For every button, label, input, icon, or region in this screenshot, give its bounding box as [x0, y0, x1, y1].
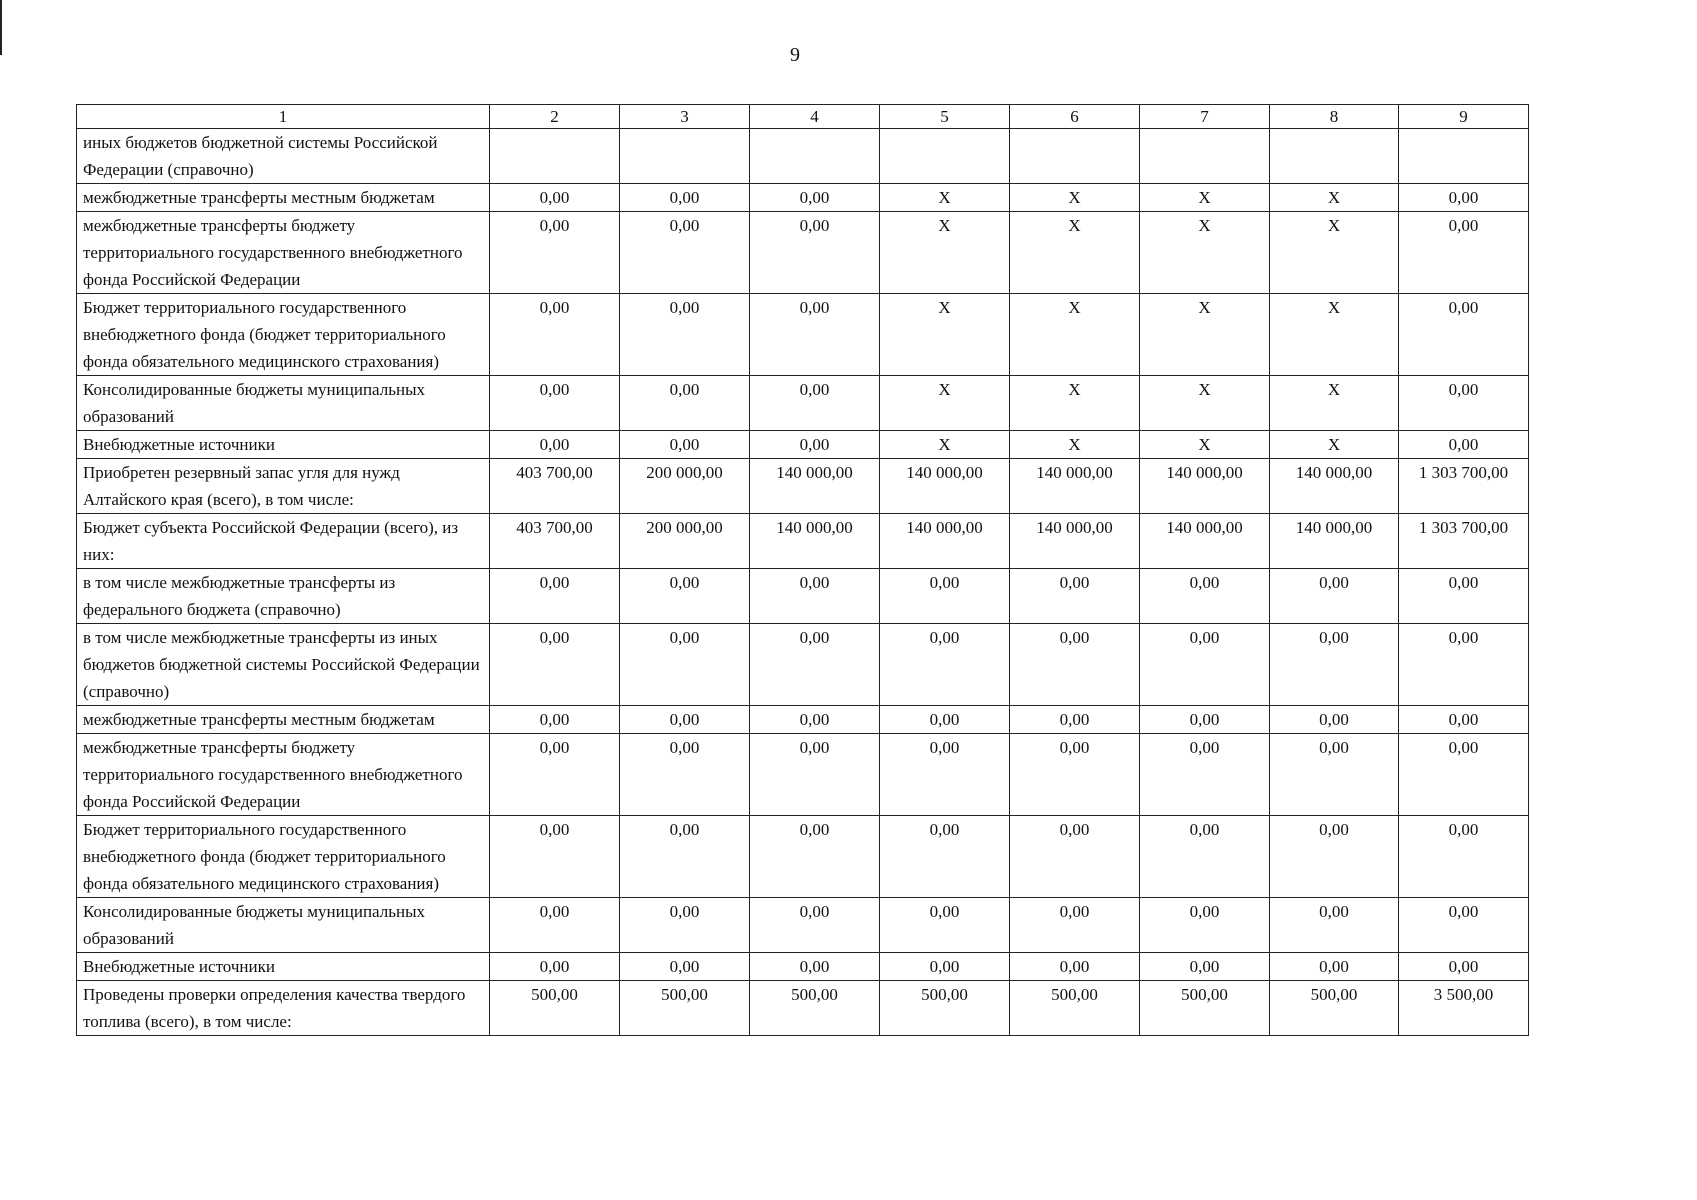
- value-cell: 0,00: [1010, 898, 1140, 953]
- table-row: [77, 294, 1529, 376]
- value-cell: X: [1270, 294, 1399, 376]
- table-row: [77, 706, 1529, 734]
- value-cell: [1140, 129, 1270, 184]
- value-cell: 0,00: [490, 212, 620, 294]
- value-cell: 0,00: [620, 294, 750, 376]
- column-header: 4: [750, 105, 880, 129]
- value-cell: 0,00: [490, 431, 620, 459]
- value-cell: 200 000,00: [620, 459, 750, 514]
- value-cell: 0,00: [490, 184, 620, 212]
- table-row: [77, 212, 1529, 294]
- table-body: [77, 129, 1529, 1036]
- page-number: 9: [790, 44, 800, 66]
- value-cell: 0,00: [1270, 624, 1399, 706]
- value-cell: 0,00: [620, 376, 750, 431]
- value-cell: X: [880, 431, 1010, 459]
- value-cell: 0,00: [1010, 816, 1140, 898]
- table-row: [77, 184, 1529, 212]
- value-cell: 0,00: [620, 212, 750, 294]
- value-cell: 0,00: [1399, 212, 1529, 294]
- value-cell: 0,00: [1270, 706, 1399, 734]
- value-cell: 0,00: [750, 431, 880, 459]
- value-cell: 140 000,00: [1140, 459, 1270, 514]
- value-cell: [620, 129, 750, 184]
- value-cell: X: [1270, 184, 1399, 212]
- value-cell: 500,00: [880, 981, 1010, 1036]
- value-cell: X: [1010, 212, 1140, 294]
- value-cell: 0,00: [490, 816, 620, 898]
- row-label-cell: межбюджетные трансферты местным бюджетам: [77, 184, 490, 212]
- column-header: 3: [620, 105, 750, 129]
- value-cell: [490, 129, 620, 184]
- value-cell: 0,00: [1010, 706, 1140, 734]
- value-cell: X: [1140, 376, 1270, 431]
- value-cell: X: [1270, 431, 1399, 459]
- value-cell: 0,00: [620, 184, 750, 212]
- value-cell: 0,00: [620, 734, 750, 816]
- value-cell: 0,00: [1270, 569, 1399, 624]
- value-cell: 0,00: [750, 953, 880, 981]
- row-label-cell: иных бюджетов бюджетной системы Российской Федерации (справочно): [77, 129, 490, 184]
- value-cell: X: [880, 184, 1010, 212]
- row-label-cell: в том числе межбюджетные трансферты из иных бюджетов бюджетной системы Российской Федерации (справочно): [77, 624, 490, 706]
- value-cell: 0,00: [1140, 624, 1270, 706]
- value-cell: 0,00: [1399, 376, 1529, 431]
- value-cell: 500,00: [620, 981, 750, 1036]
- value-cell: [1399, 129, 1529, 184]
- value-cell: 140 000,00: [750, 514, 880, 569]
- value-cell: 0,00: [750, 624, 880, 706]
- value-cell: 0,00: [1399, 569, 1529, 624]
- value-cell: 200 000,00: [620, 514, 750, 569]
- value-cell: 500,00: [1270, 981, 1399, 1036]
- table-row: [77, 624, 1529, 706]
- value-cell: 0,00: [880, 734, 1010, 816]
- value-cell: 140 000,00: [1270, 459, 1399, 514]
- column-header: 9: [1399, 105, 1529, 129]
- value-cell: 0,00: [490, 734, 620, 816]
- value-cell: X: [880, 212, 1010, 294]
- value-cell: 0,00: [750, 569, 880, 624]
- value-cell: 0,00: [490, 294, 620, 376]
- value-cell: [880, 129, 1010, 184]
- value-cell: 0,00: [1140, 569, 1270, 624]
- value-cell: 0,00: [620, 816, 750, 898]
- table-row: [77, 569, 1529, 624]
- value-cell: 1 303 700,00: [1399, 459, 1529, 514]
- value-cell: 500,00: [490, 981, 620, 1036]
- value-cell: 0,00: [490, 953, 620, 981]
- value-cell: 0,00: [1010, 734, 1140, 816]
- value-cell: 0,00: [1399, 706, 1529, 734]
- value-cell: 1 303 700,00: [1399, 514, 1529, 569]
- value-cell: 0,00: [880, 706, 1010, 734]
- value-cell: 0,00: [750, 706, 880, 734]
- value-cell: 140 000,00: [1270, 514, 1399, 569]
- row-label-cell: Консолидированные бюджеты муниципальных образований: [77, 898, 490, 953]
- value-cell: 500,00: [1010, 981, 1140, 1036]
- table-row: [77, 816, 1529, 898]
- value-cell: 0,00: [1140, 734, 1270, 816]
- value-cell: 0,00: [750, 184, 880, 212]
- row-label-cell: Приобретен резервный запас угля для нужд Алтайского края (всего), в том числе:: [77, 459, 490, 514]
- row-label-cell: Консолидированные бюджеты муниципальных образований: [77, 376, 490, 431]
- value-cell: 403 700,00: [490, 514, 620, 569]
- value-cell: 0,00: [880, 953, 1010, 981]
- value-cell: 0,00: [1140, 898, 1270, 953]
- value-cell: 0,00: [620, 898, 750, 953]
- budget-table: [76, 104, 1529, 1036]
- table-row: [77, 981, 1529, 1036]
- value-cell: 0,00: [1270, 816, 1399, 898]
- column-header: 8: [1270, 105, 1399, 129]
- table-row: [77, 431, 1529, 459]
- value-cell: 0,00: [1270, 953, 1399, 981]
- value-cell: [1010, 129, 1140, 184]
- column-header: 2: [490, 105, 620, 129]
- value-cell: X: [880, 294, 1010, 376]
- row-label-cell: межбюджетные трансферты бюджету территориального государственного внебюджетного фонда Российской Федерации: [77, 212, 490, 294]
- value-cell: X: [1140, 431, 1270, 459]
- value-cell: 140 000,00: [750, 459, 880, 514]
- value-cell: 140 000,00: [1010, 514, 1140, 569]
- row-label-cell: Бюджет территориального государственного внебюджетного фонда (бюджет территориального фонда обязательного медицинского страхования): [77, 294, 490, 376]
- row-label-cell: Проведены проверки определения качества твердого топлива (всего), в том числе:: [77, 981, 490, 1036]
- value-cell: 0,00: [1399, 294, 1529, 376]
- value-cell: X: [1010, 431, 1140, 459]
- value-cell: 0,00: [1010, 953, 1140, 981]
- value-cell: 140 000,00: [880, 459, 1010, 514]
- value-cell: 0,00: [1140, 816, 1270, 898]
- value-cell: X: [1010, 376, 1140, 431]
- value-cell: X: [1140, 184, 1270, 212]
- table-row: [77, 459, 1529, 514]
- value-cell: 0,00: [750, 816, 880, 898]
- row-label-cell: Бюджет территориального государственного внебюджетного фонда (бюджет территориального фонда обязательного медицинского страхования): [77, 816, 490, 898]
- value-cell: 0,00: [1399, 953, 1529, 981]
- value-cell: 0,00: [1399, 816, 1529, 898]
- value-cell: 403 700,00: [490, 459, 620, 514]
- value-cell: 0,00: [750, 734, 880, 816]
- value-cell: 0,00: [1270, 898, 1399, 953]
- value-cell: 0,00: [750, 212, 880, 294]
- value-cell: 0,00: [490, 624, 620, 706]
- value-cell: 0,00: [620, 624, 750, 706]
- value-cell: 0,00: [620, 953, 750, 981]
- value-cell: 0,00: [880, 898, 1010, 953]
- value-cell: 0,00: [490, 898, 620, 953]
- value-cell: 0,00: [750, 294, 880, 376]
- value-cell: 0,00: [1270, 734, 1399, 816]
- value-cell: 0,00: [1399, 184, 1529, 212]
- value-cell: 0,00: [620, 569, 750, 624]
- value-cell: X: [1010, 294, 1140, 376]
- value-cell: 0,00: [1399, 898, 1529, 953]
- table-row: [77, 514, 1529, 569]
- value-cell: X: [1140, 294, 1270, 376]
- table-row: [77, 129, 1529, 184]
- column-header: 7: [1140, 105, 1270, 129]
- value-cell: 0,00: [1140, 953, 1270, 981]
- table-row: [77, 734, 1529, 816]
- row-label-cell: Внебюджетные источники: [77, 431, 490, 459]
- value-cell: 500,00: [750, 981, 880, 1036]
- value-cell: X: [880, 376, 1010, 431]
- value-cell: X: [1010, 184, 1140, 212]
- value-cell: X: [1270, 212, 1399, 294]
- table-row: [77, 376, 1529, 431]
- value-cell: 0,00: [1399, 624, 1529, 706]
- column-header: 1: [77, 105, 490, 129]
- row-label-cell: в том числе межбюджетные трансферты из федерального бюджета (справочно): [77, 569, 490, 624]
- value-cell: 0,00: [490, 706, 620, 734]
- value-cell: 0,00: [620, 706, 750, 734]
- value-cell: 140 000,00: [1140, 514, 1270, 569]
- row-label-cell: межбюджетные трансферты бюджету территориального государственного внебюджетного фонда Российской Федерации: [77, 734, 490, 816]
- value-cell: [1270, 129, 1399, 184]
- table-header-row: [77, 105, 1529, 129]
- value-cell: 140 000,00: [1010, 459, 1140, 514]
- value-cell: 0,00: [1399, 431, 1529, 459]
- row-label-cell: Бюджет субъекта Российской Федерации (всего), из них:: [77, 514, 490, 569]
- row-label-cell: Внебюджетные источники: [77, 953, 490, 981]
- value-cell: 140 000,00: [880, 514, 1010, 569]
- row-label-cell: межбюджетные трансферты местным бюджетам: [77, 706, 490, 734]
- table-row: [77, 953, 1529, 981]
- value-cell: 0,00: [490, 376, 620, 431]
- value-cell: 0,00: [620, 431, 750, 459]
- column-header: 5: [880, 105, 1010, 129]
- column-header: 6: [1010, 105, 1140, 129]
- value-cell: X: [1140, 212, 1270, 294]
- value-cell: 0,00: [750, 376, 880, 431]
- value-cell: X: [1270, 376, 1399, 431]
- value-cell: 0,00: [880, 624, 1010, 706]
- value-cell: 3 500,00: [1399, 981, 1529, 1036]
- value-cell: 0,00: [1010, 624, 1140, 706]
- value-cell: 0,00: [1399, 734, 1529, 816]
- value-cell: 0,00: [880, 816, 1010, 898]
- value-cell: 0,00: [750, 898, 880, 953]
- value-cell: 500,00: [1140, 981, 1270, 1036]
- value-cell: [750, 129, 880, 184]
- value-cell: 0,00: [1010, 569, 1140, 624]
- value-cell: 0,00: [490, 569, 620, 624]
- value-cell: 0,00: [1140, 706, 1270, 734]
- table-row: [77, 898, 1529, 953]
- value-cell: 0,00: [880, 569, 1010, 624]
